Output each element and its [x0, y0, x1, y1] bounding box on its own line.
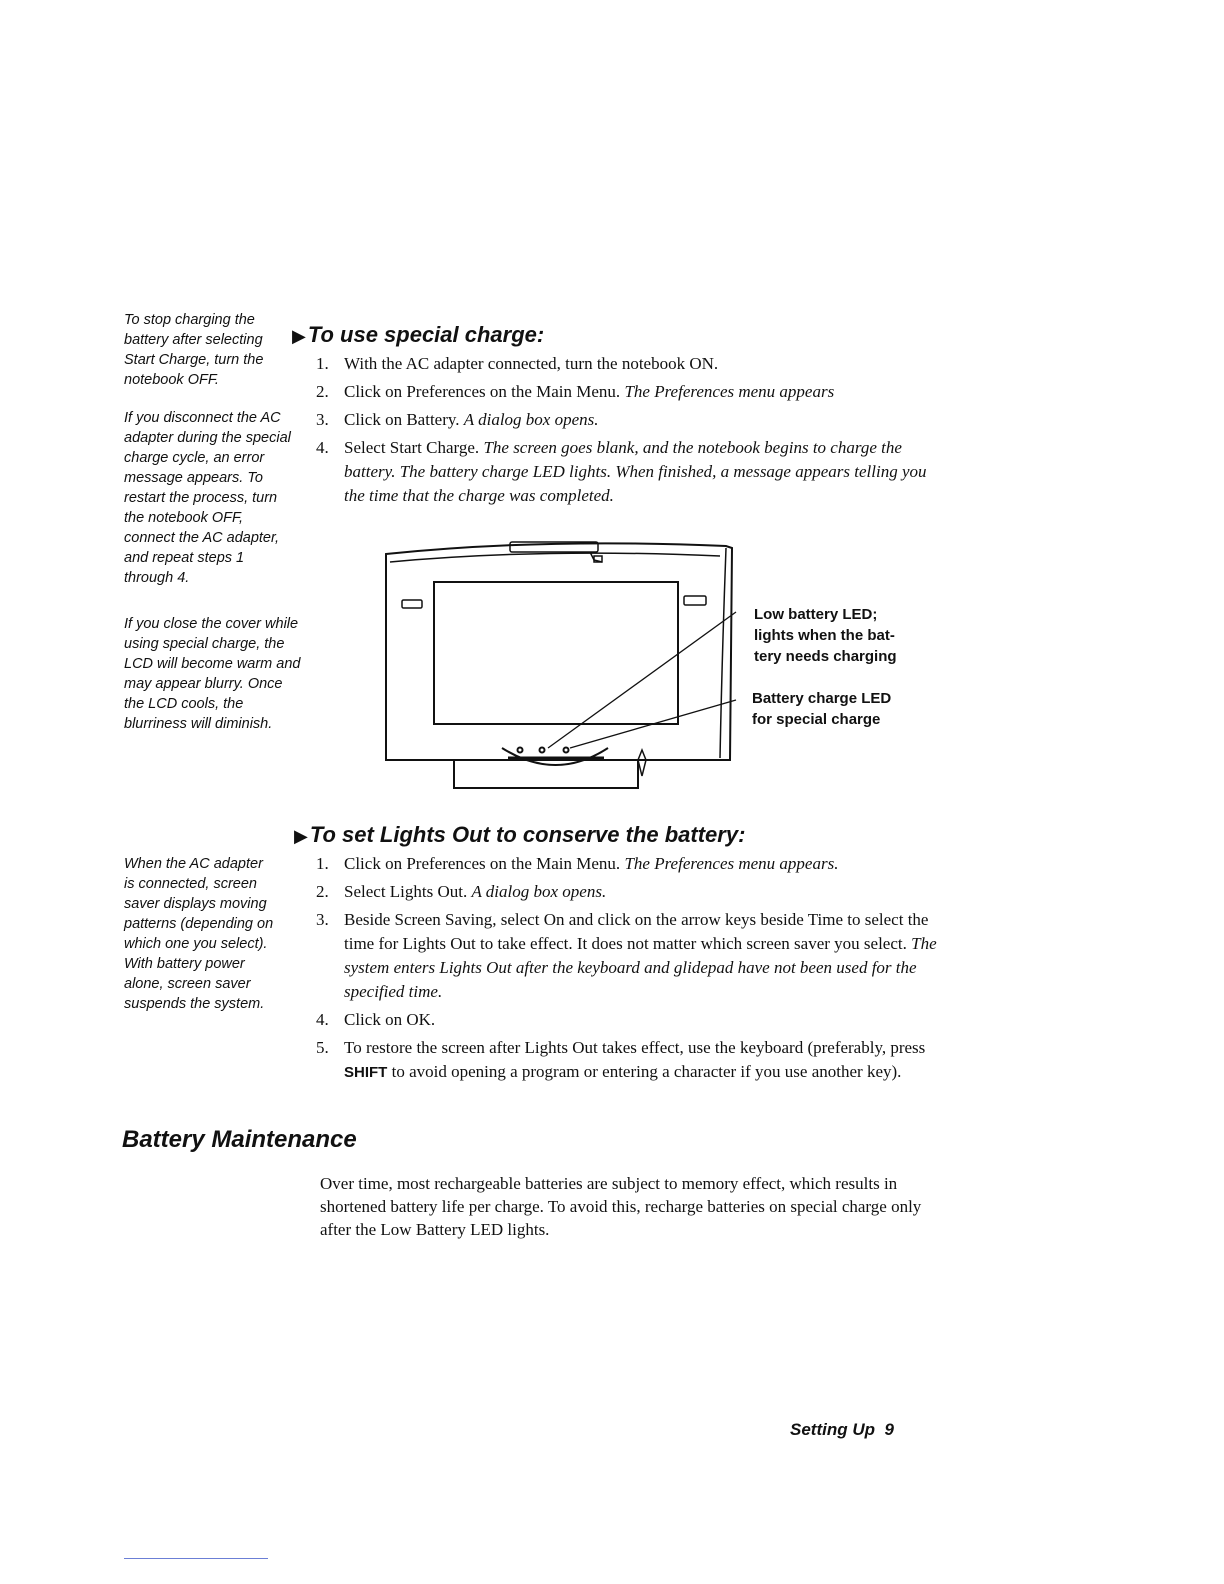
led-dot [540, 748, 545, 753]
step-text: Select Lights Out. [344, 882, 468, 901]
list-item [316, 1036, 940, 1085]
step-number: 5. [316, 1038, 329, 1057]
step-text: With the AC adapter connected, turn the notebook ON. [344, 354, 719, 373]
special-charge-heading [292, 322, 544, 348]
special-charge-steps [316, 352, 936, 512]
step-result: The Preferences menu appears. [624, 854, 839, 873]
callout-battery-charge-led [752, 688, 912, 730]
sidebar-note-close-cover [124, 614, 306, 734]
step-number: 1. [316, 854, 329, 873]
note-text: When the AC adapter is connected, screen saver displays moving patterns (depending on which one you select). With battery power alone, screen saver suspends the system. [124, 856, 274, 1012]
heading-text: To use special charge: [307, 322, 545, 347]
list-item [316, 1008, 940, 1032]
step-number: 4. [316, 438, 329, 457]
right-button [684, 596, 706, 605]
callout-text: Battery charge LED for special charge [752, 690, 892, 728]
note-text: To stop charging the battery after selecting Start Charge, turn the notebook OFF. [124, 312, 264, 388]
note-text: If you close the cover while using special charge, the LCD will become warm and may appear blurry. Once the LCD cools, the blurriness will diminish. [124, 616, 301, 732]
triangle-arrow-icon: ▶ [292, 326, 306, 346]
lcd-screen [434, 582, 678, 724]
step-result: The system enters Lights Out after the keyboard and glidepad have not been used for the specified time. [344, 934, 937, 1001]
left-button [402, 600, 422, 608]
step-number: 3. [316, 410, 329, 429]
list-item [316, 852, 940, 876]
list-item [316, 380, 936, 404]
battery-maintenance-body: Over time, most rechargeable batteries are subject to memory effect, which results in shortened battery life per charge. To avoid this, recharge batteries on special charge only after the Low Battery LED lights. [320, 1174, 922, 1239]
step-text: to avoid opening a program or entering a character if you use another key). [391, 1062, 902, 1081]
step-number: 2. [316, 882, 329, 901]
step-text: Beside Screen Saving, select On and click on the arrow keys beside Time to select the time for Lights Out to take effect. It does not matter which screen saver you select. [344, 910, 929, 953]
triangle-arrow-icon: ▶ [294, 826, 308, 846]
step-result: A dialog box opens. [463, 410, 599, 429]
list-item [316, 436, 936, 508]
step-text: Click on Battery. [344, 410, 460, 429]
step-result: The screen goes blank, and the notebook begins to charge the battery. The battery charge LED lights. When finished, a message appears telling you the time that the charge was completed. [344, 438, 927, 505]
sidebar-note-screen-saver [124, 854, 274, 1014]
led-dot [518, 748, 523, 753]
step-text: Select Start Charge. [344, 438, 480, 457]
step-text: Click on Preferences on the Main Menu. [344, 382, 621, 401]
list-item [316, 352, 936, 376]
shift-key-label: SHIFT [344, 1064, 388, 1081]
sidebar-note-disconnect [124, 408, 294, 588]
step-number: 1. [316, 354, 329, 373]
list-item [316, 908, 940, 1004]
led-dot [564, 748, 569, 753]
step-result: A dialog box opens. [471, 882, 607, 901]
list-item [316, 880, 940, 904]
callout-low-battery-led [754, 604, 914, 667]
step-number: 4. [316, 1010, 329, 1029]
step-text: To restore the screen after Lights Out takes effect, use the keyboard (preferably, press [344, 1038, 926, 1057]
page-number: 9 [884, 1420, 894, 1439]
page-footer [790, 1420, 894, 1440]
step-text: Click on Preferences on the Main Menu. [344, 854, 621, 873]
lights-out-steps [316, 852, 940, 1089]
step-text: Click on OK. [344, 1010, 436, 1029]
lights-out-heading [294, 822, 745, 848]
note-text: If you disconnect the AC adapter during the special charge cycle, an error message appears. To restart the process, turn the notebook OFF, connect the AC adapter, and repeat steps 1 through 4. [124, 410, 291, 586]
step-number: 3. [316, 910, 329, 929]
callout-text: Low battery LED; lights when the bat- tery needs charging [754, 606, 897, 665]
list-item [316, 408, 936, 432]
sidebar-note-stop-charging [124, 310, 284, 390]
step-number: 2. [316, 382, 329, 401]
notebook-led-figure [380, 536, 750, 794]
battery-maintenance-title: Battery Maintenance [122, 1126, 357, 1153]
bottom-rule [124, 1558, 268, 1559]
heading-text: To set Lights Out to conserve the battery: [309, 822, 746, 847]
step-result: The Preferences menu appears [624, 382, 835, 401]
footer-section: Setting Up [790, 1420, 875, 1439]
